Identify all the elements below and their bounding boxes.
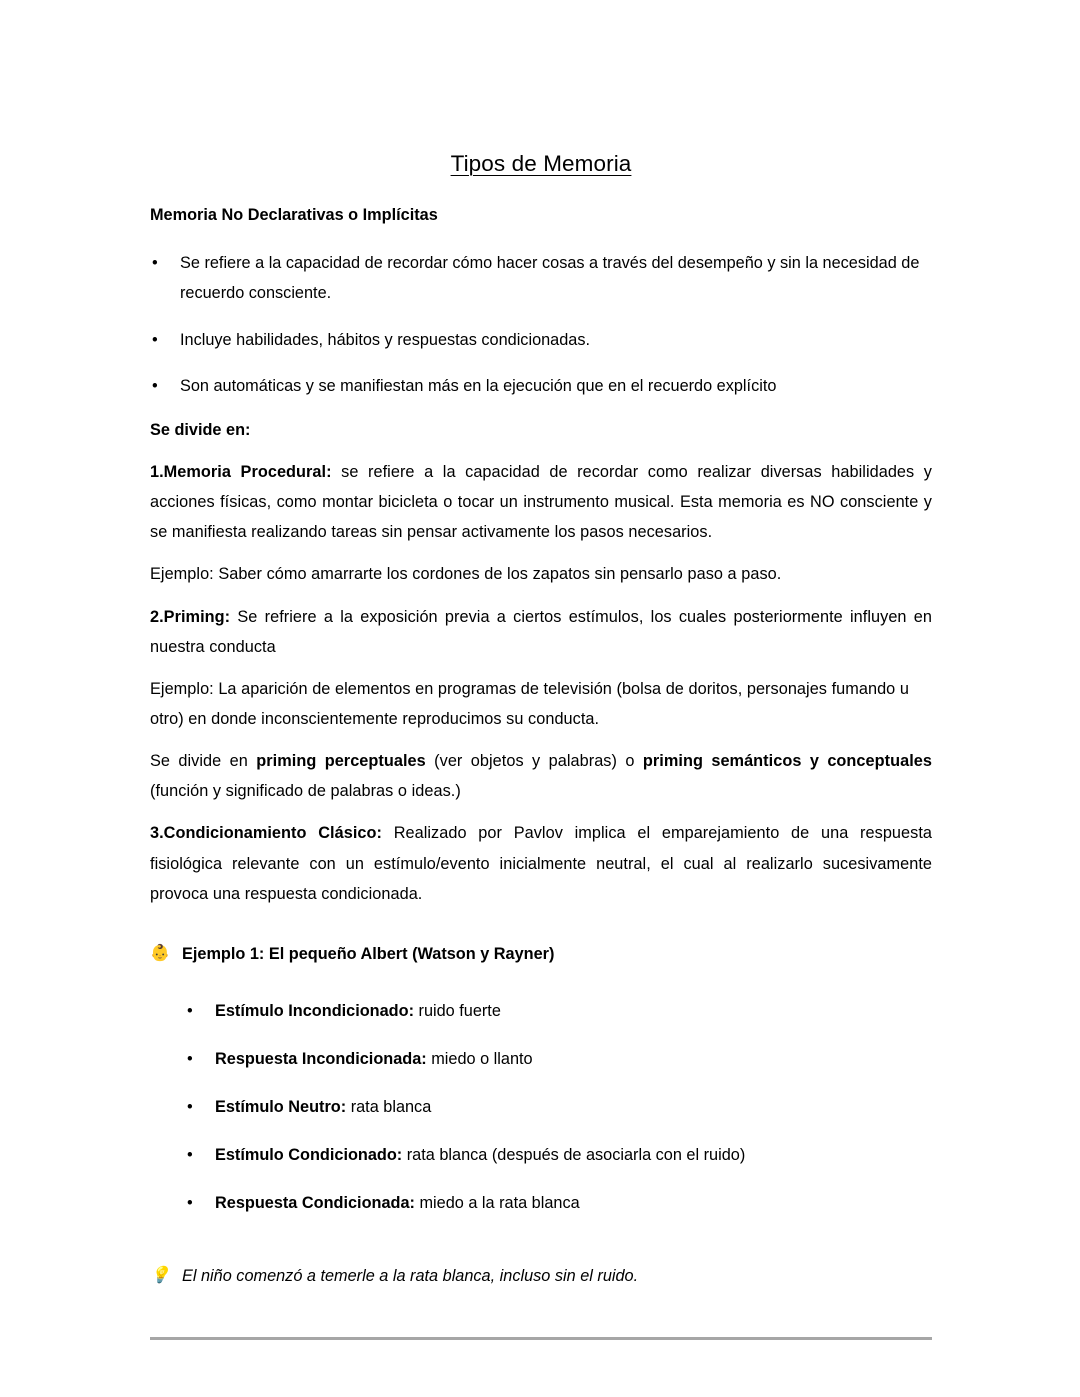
term-memoria-procedural: 1.Memoria Procedural: xyxy=(150,462,332,481)
bullet-dot-icon: • xyxy=(187,1097,193,1116)
paragraph-priming xyxy=(150,602,932,662)
bullet-dot-icon: • xyxy=(152,254,158,273)
subdivision-middle: (ver objetos y palabras) o xyxy=(425,752,643,771)
term-condicionamiento-clasico: 3.Condicionamiento Clásico: xyxy=(150,824,382,843)
list-item-detail: rata blanca xyxy=(346,1097,432,1116)
list-item-text: Incluye habilidades, hábitos y respuestas condicionadas. xyxy=(180,330,591,349)
baby-emoji: 👶 xyxy=(150,945,170,963)
subheading-divides-into: Se divide en: xyxy=(150,420,251,439)
list-item-term: Estímulo Neutro: xyxy=(215,1097,347,1116)
list-item-detail: rata blanca (después de asociarla con el ruido) xyxy=(402,1145,746,1164)
paragraph-memoria-procedural xyxy=(150,457,932,547)
section-heading-implicit-memory: Memoria No Declarativas o Implícitas xyxy=(150,206,438,225)
term-priming-perceptuales: priming perceptuales xyxy=(256,752,426,771)
subdivision-suffix: (función y significado de palabras o ideas.) xyxy=(150,782,461,801)
bullet-dot-icon: • xyxy=(152,376,158,395)
list-item xyxy=(150,325,932,355)
term-priming-semanticos: priming semánticos y conceptuales xyxy=(642,752,932,771)
list-item xyxy=(150,248,932,308)
list-item xyxy=(185,996,932,1026)
list-item-text: Se refiere a la capacidad de recordar cómo hacer cosas a través del desempeño y sin la necesidad de recuerdo consciente. xyxy=(180,254,920,303)
bullet-dot-icon: • xyxy=(152,330,158,349)
list-item xyxy=(185,1188,932,1218)
page-title xyxy=(150,0,932,178)
paragraph-condicionamiento-clasico-body: Realizado por Pavlov implica el emparejamiento de una respuesta fisiológica relevante con un estímulo/evento inicialmente neutral, el cual al realizarlo sucesivamente provoca una respuesta condicionada. xyxy=(150,824,933,903)
intro-bullet-list xyxy=(150,248,932,401)
list-item-detail: miedo a la rata blanca xyxy=(414,1194,580,1213)
page-title-text: Tipos de Memoria xyxy=(450,151,632,176)
bullet-dot-icon: • xyxy=(187,1049,193,1068)
list-item-term: Estímulo Condicionado: xyxy=(215,1145,403,1164)
list-item xyxy=(185,1140,932,1170)
list-item xyxy=(185,1092,932,1122)
bullet-dot-icon: • xyxy=(187,1194,193,1213)
list-item xyxy=(150,371,932,401)
bullet-dot-icon: • xyxy=(187,1145,193,1164)
list-item-detail: ruido fuerte xyxy=(414,1001,501,1020)
list-item xyxy=(185,1044,932,1074)
lightbulb-emoji: 💡 xyxy=(150,1266,170,1284)
paragraph-condicionamiento-clasico xyxy=(150,818,932,908)
callout-conclusion xyxy=(150,1261,932,1291)
example-priming: Ejemplo: La aparición de elementos en programas de televisión (bolsa de doritos, personajes fumando u otro) en donde inconscientemente reproducimos su conducta. xyxy=(150,679,909,728)
paragraph-priming-subdivision xyxy=(150,746,932,806)
list-item-term: Respuesta Condicionada: xyxy=(215,1194,415,1213)
example-memoria-procedural: Ejemplo: Saber cómo amarrarte los cordones de los zapatos sin pensarlo paso a paso. xyxy=(150,565,782,584)
subdivision-prefix: Se divide en xyxy=(150,752,257,771)
list-item-term: Respuesta Incondicionada: xyxy=(215,1049,427,1068)
section-divider xyxy=(150,1337,932,1340)
callout-example-albert-text: Ejemplo 1: El pequeño Albert (Watson y Rayner) xyxy=(182,945,555,964)
paragraph-priming-body: Se refriere a la exposición previa a ciertos estímulos, los cuales posteriormente influyen en nuestra conducta xyxy=(150,607,932,656)
paragraph-memoria-procedural-body: se refiere a la capacidad de recordar como realizar diversas habilidades y acciones físicas, como montar bicicleta o tocar un instrumento musical. Esta memoria es NO consciente y se manifiesta realizando tareas sin pensar activamente los pasos necesarios. xyxy=(150,462,932,542)
bullet-dot-icon: • xyxy=(187,1001,193,1020)
list-item-text: Son automáticas y se manifiestan más en la ejecución que en el recuerdo explícito xyxy=(180,376,777,395)
document-content xyxy=(150,0,932,1340)
callout-conclusion-text: El niño comenzó a temerle a la rata blanca, incluso sin el ruido. xyxy=(182,1266,639,1285)
albert-bullet-list xyxy=(150,996,932,1219)
callout-example-albert xyxy=(150,939,932,969)
list-item-detail: miedo o llanto xyxy=(426,1049,533,1068)
term-priming: 2.Priming: xyxy=(150,607,231,626)
list-item-term: Estímulo Incondicionado: xyxy=(215,1001,414,1020)
